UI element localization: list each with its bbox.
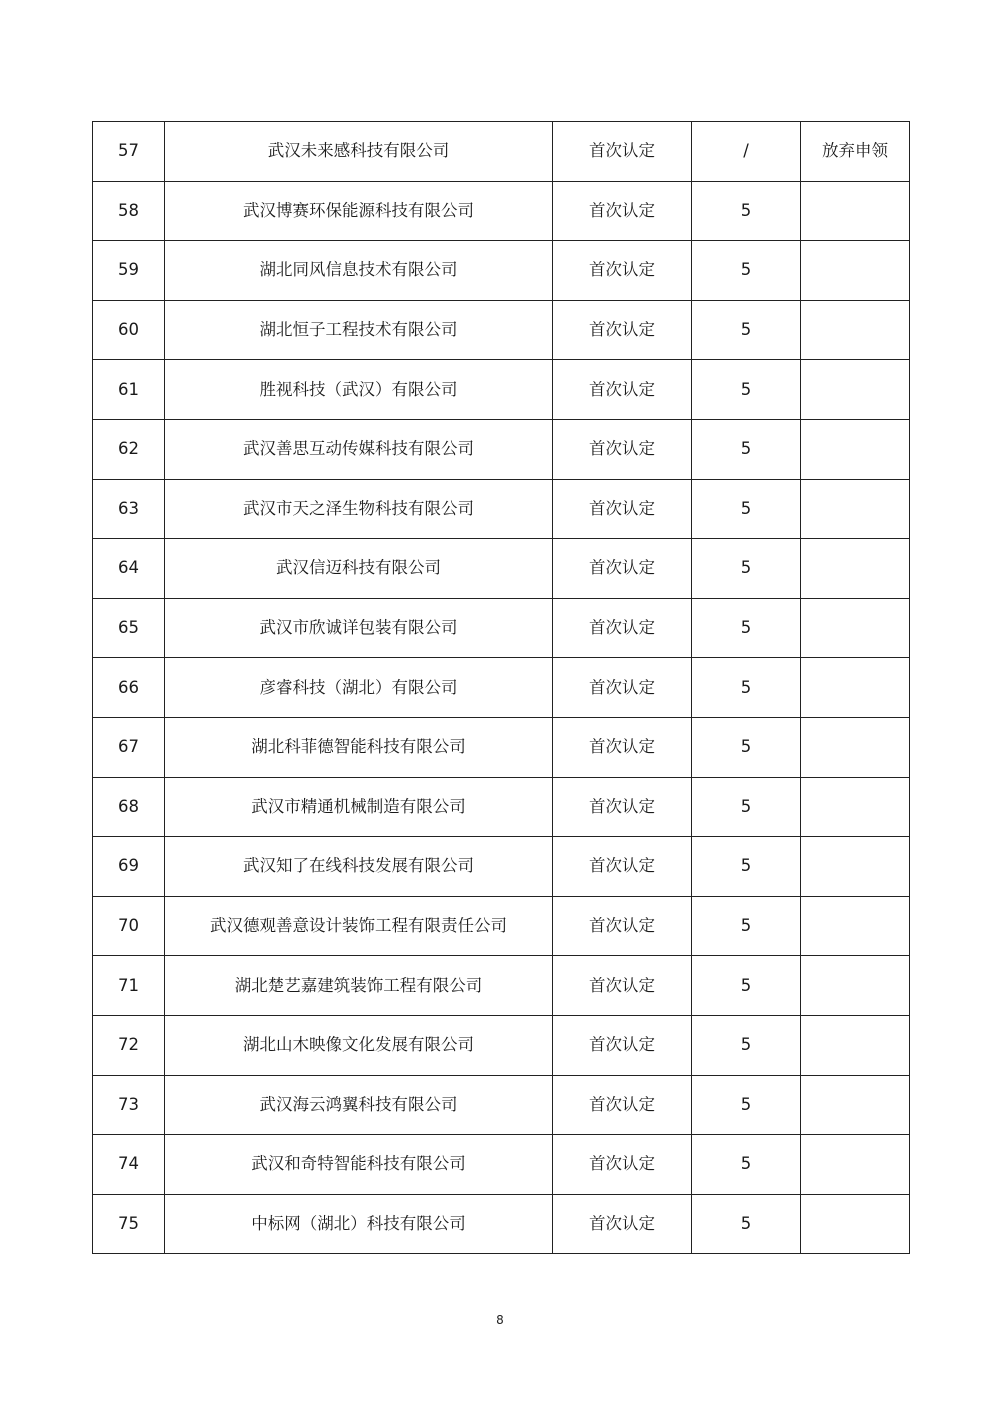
score-cell: 5: [692, 419, 801, 479]
certification-type-cell: 首次认定: [553, 658, 692, 718]
company-name-cell: 武汉市精通机械制造有限公司: [165, 777, 553, 837]
remark-cell: [801, 717, 910, 777]
company-table: [92, 121, 910, 1254]
certification-type-cell: 首次认定: [553, 479, 692, 539]
table-row: [93, 598, 910, 658]
table-row: [93, 419, 910, 479]
score-cell: 5: [692, 896, 801, 956]
remark-cell: [801, 956, 910, 1016]
table-row: [93, 837, 910, 897]
company-name-cell: 武汉知了在线科技发展有限公司: [165, 837, 553, 897]
company-name-cell: 湖北科菲德智能科技有限公司: [165, 717, 553, 777]
company-name-cell: 武汉市欣诚详包装有限公司: [165, 598, 553, 658]
row-number-cell: 60: [93, 300, 165, 360]
certification-type-cell: 首次认定: [553, 1135, 692, 1195]
certification-type-cell: 首次认定: [553, 1075, 692, 1135]
row-number-cell: 62: [93, 419, 165, 479]
row-number-cell: 71: [93, 956, 165, 1016]
company-name-cell: 武汉德观善意设计装饰工程有限责任公司: [165, 896, 553, 956]
score-cell: 5: [692, 360, 801, 420]
row-number-cell: 65: [93, 598, 165, 658]
row-number-cell: 61: [93, 360, 165, 420]
table-row: [93, 479, 910, 539]
certification-type-cell: 首次认定: [553, 896, 692, 956]
company-name-cell: 武汉信迈科技有限公司: [165, 539, 553, 599]
score-cell: 5: [692, 300, 801, 360]
certification-type-cell: 首次认定: [553, 1194, 692, 1254]
row-number-cell: 64: [93, 539, 165, 599]
score-cell: 5: [692, 1135, 801, 1195]
row-number-cell: 72: [93, 1015, 165, 1075]
score-cell: 5: [692, 658, 801, 718]
remark-cell: [801, 419, 910, 479]
company-name-cell: 武汉和奇特智能科技有限公司: [165, 1135, 553, 1195]
remark-cell: [801, 837, 910, 897]
certification-type-cell: 首次认定: [553, 598, 692, 658]
remark-cell: [801, 479, 910, 539]
table-row: [93, 241, 910, 301]
row-number-cell: 68: [93, 777, 165, 837]
row-number-cell: 59: [93, 241, 165, 301]
score-cell: 5: [692, 837, 801, 897]
row-number-cell: 67: [93, 717, 165, 777]
certification-type-cell: 首次认定: [553, 1015, 692, 1075]
certification-type-cell: 首次认定: [553, 360, 692, 420]
table-row: [93, 360, 910, 420]
row-number-cell: 73: [93, 1075, 165, 1135]
certification-type-cell: 首次认定: [553, 777, 692, 837]
row-number-cell: 75: [93, 1194, 165, 1254]
company-name-cell: 彦睿科技（湖北）有限公司: [165, 658, 553, 718]
remark-cell: 放弃申领: [801, 122, 910, 182]
score-cell: 5: [692, 1194, 801, 1254]
company-name-cell: 武汉博赛环保能源科技有限公司: [165, 181, 553, 241]
remark-cell: [801, 241, 910, 301]
company-name-cell: 湖北山木映像文化发展有限公司: [165, 1015, 553, 1075]
company-table-body: [93, 122, 910, 1254]
score-cell: 5: [692, 1015, 801, 1075]
certification-type-cell: 首次认定: [553, 956, 692, 1016]
certification-type-cell: 首次认定: [553, 717, 692, 777]
table-row: [93, 956, 910, 1016]
remark-cell: [801, 539, 910, 599]
row-number-cell: 63: [93, 479, 165, 539]
table-row: [93, 777, 910, 837]
score-cell: /: [692, 122, 801, 182]
table-row: [93, 658, 910, 718]
certification-type-cell: 首次认定: [553, 300, 692, 360]
certification-type-cell: 首次认定: [553, 419, 692, 479]
table-row: [93, 300, 910, 360]
table-row: [93, 717, 910, 777]
score-cell: 5: [692, 777, 801, 837]
company-name-cell: 湖北楚艺嘉建筑装饰工程有限公司: [165, 956, 553, 1016]
company-name-cell: 湖北恒子工程技术有限公司: [165, 300, 553, 360]
table-row: [93, 181, 910, 241]
remark-cell: [801, 360, 910, 420]
company-name-cell: 武汉善思互动传媒科技有限公司: [165, 419, 553, 479]
score-cell: 5: [692, 956, 801, 1016]
score-cell: 5: [692, 181, 801, 241]
row-number-cell: 74: [93, 1135, 165, 1195]
page-number: 8: [496, 1313, 504, 1327]
certification-type-cell: 首次认定: [553, 181, 692, 241]
score-cell: 5: [692, 479, 801, 539]
remark-cell: [801, 181, 910, 241]
row-number-cell: 69: [93, 837, 165, 897]
score-cell: 5: [692, 539, 801, 599]
row-number-cell: 57: [93, 122, 165, 182]
table-row: [93, 1015, 910, 1075]
company-name-cell: 胜视科技（武汉）有限公司: [165, 360, 553, 420]
table-row: [93, 1075, 910, 1135]
table-row: [93, 1194, 910, 1254]
certification-type-cell: 首次认定: [553, 837, 692, 897]
remark-cell: [801, 1194, 910, 1254]
remark-cell: [801, 896, 910, 956]
company-name-cell: 武汉海云鸿翼科技有限公司: [165, 1075, 553, 1135]
certification-type-cell: 首次认定: [553, 241, 692, 301]
company-name-cell: 湖北同风信息技术有限公司: [165, 241, 553, 301]
row-number-cell: 70: [93, 896, 165, 956]
remark-cell: [801, 1015, 910, 1075]
company-name-cell: 武汉市天之泽生物科技有限公司: [165, 479, 553, 539]
remark-cell: [801, 1135, 910, 1195]
table-row: [93, 122, 910, 182]
table-row: [93, 539, 910, 599]
company-name-cell: 中标网（湖北）科技有限公司: [165, 1194, 553, 1254]
company-name-cell: 武汉未来感科技有限公司: [165, 122, 553, 182]
row-number-cell: 66: [93, 658, 165, 718]
remark-cell: [801, 300, 910, 360]
table-row: [93, 1135, 910, 1195]
score-cell: 5: [692, 598, 801, 658]
certification-type-cell: 首次认定: [553, 539, 692, 599]
remark-cell: [801, 1075, 910, 1135]
row-number-cell: 58: [93, 181, 165, 241]
score-cell: 5: [692, 717, 801, 777]
remark-cell: [801, 777, 910, 837]
table-row: [93, 896, 910, 956]
remark-cell: [801, 598, 910, 658]
certification-type-cell: 首次认定: [553, 122, 692, 182]
remark-cell: [801, 658, 910, 718]
score-cell: 5: [692, 241, 801, 301]
score-cell: 5: [692, 1075, 801, 1135]
